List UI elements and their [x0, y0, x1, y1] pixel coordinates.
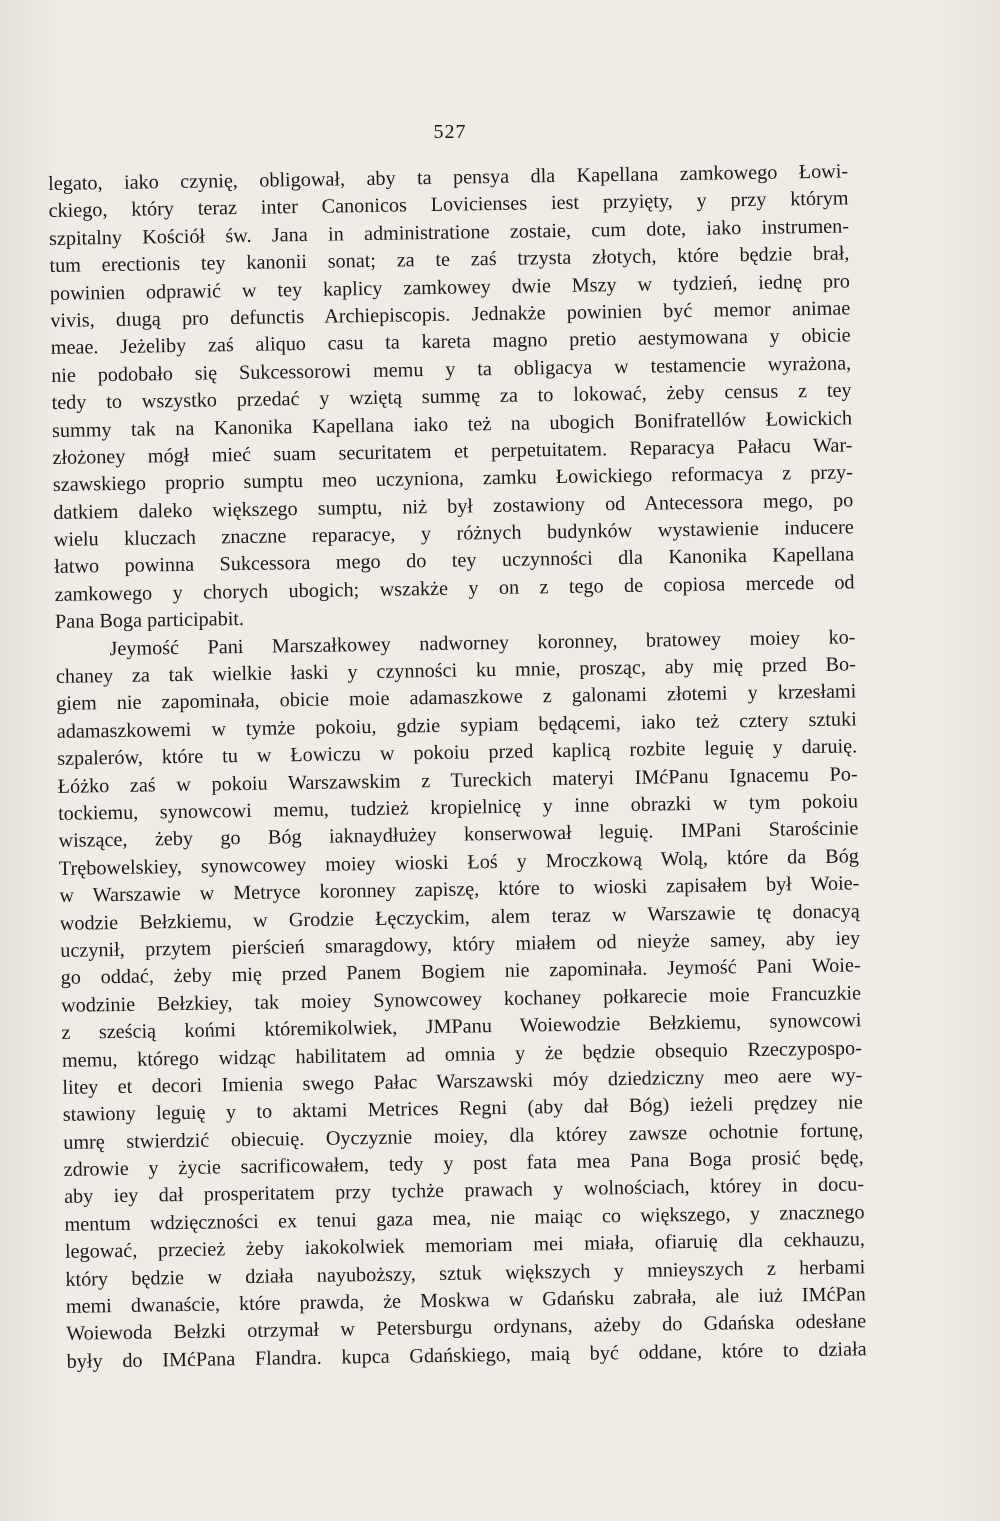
- text-line: Woiewoda Bełzki otrzymał w Petersburgu ordynans, ażeby do Gdańska odesłane: [66, 1310, 867, 1346]
- text-line: szpitalny Kościół św. Jana in administratione zostaie, cum dote, iako instrumen-: [48, 215, 850, 250]
- text-line: chaney za tak wielkie łaski y czynności ku mnie, prosząc, aby mię przed Bo-: [55, 653, 857, 688]
- text-line: legować, przecież żeby iakokolwiek memoriam mei miała, ofiaruię dla cekhauzu,: [64, 1228, 866, 1264]
- text-line: adamaszkowemi w tymże pokoiu, gdzie sypiam będącemi, iako też cztery sztuki: [56, 708, 857, 743]
- text-line: który będzie w działa nayuboższy, sztuk większych y mnieyszych z herbami: [65, 1255, 866, 1291]
- text-line: łatwo powinna Sukcessora mego do tey uczynności dla Kanonika Kapellana: [54, 543, 855, 579]
- text-line: ckiego, który teraz inter Canonicos Lovicienses iest przyięty, y przy którym: [48, 187, 849, 223]
- text-line: Trębowelskiey, synowcowey moiey wioski Łoś y Mroczkową Wolą, które da Bóg: [58, 845, 860, 880]
- text-line: stawiony leguię y to aktami Metrices Regni (aby dał Bóg) ieżeli prędzey nie: [62, 1091, 863, 1127]
- text-line: go oddać, żeby mię przed Panem Bogiem nie zapominała. Jeymość Pani Woie-: [60, 954, 861, 990]
- text-line: mentum wdzięczności ex tenui gaza mea, nie maiąc co większego, y znacznego: [64, 1201, 865, 1236]
- text-line: wielu kluczach znaczne reparacye, y różnych budynków wystawienie inducere: [53, 516, 854, 552]
- text-line: tedy to wszystko przedać y wziętą summę za to lokować, żeby census z tey: [51, 379, 852, 415]
- text-line: szpalerów, które tu w Łowiczu w pokoiu przed kaplicą rozbite leguię y daruię.: [57, 735, 858, 771]
- text-line: tockiemu, synowcowi memu, tudzież kropielnicę y inne obrazki w tym pokoiu: [57, 790, 859, 825]
- text-line: nie podobało się Sukcessorowi memu y ta obligacya w testamencie wyrażona,: [51, 352, 852, 387]
- text-line: Pana Boga participabit.: [54, 608, 245, 634]
- text-line: zamkowego y chorych ubogich; wszakże y on z tego de copiosa mercede od: [54, 571, 855, 606]
- text-line: Łóżko zaś w pokoiu Warszawskim z Tureckich materyi IMćPanu Ignacemu Po-: [57, 762, 858, 798]
- text-line: memu, którego widząc habilitatem ad omnia y że będzie obsequio Rzeczypospo-: [61, 1036, 863, 1072]
- text-line: Jeymość Pani Marszałkowey nadworney koronney, bratowey moiey ko-: [109, 626, 856, 660]
- text-line: powinien odprawić w tey kaplicy zamkowey dwie Mszy w tydzień, iednę pro: [49, 269, 850, 305]
- text-line: uczynił, przytem pierścień smaragdowy, który miałem od nieyże samey, aby iey: [60, 927, 861, 962]
- text-line: wiszące, żeby go Bóg iaknaydłużey konserwował leguię. IMPani Starościnie: [58, 817, 859, 853]
- text-line: litey et decori Imienia swego Pałac Warszawski móy dziedziczny meo aere wy-: [62, 1064, 863, 1099]
- text-line: datkiem daleko większego sumptu, niż był zostawiony od Antecessora mego, po: [53, 489, 854, 524]
- text-line: meae. Jeżeliby zaś aliquo casu ta kareta magno pretio aestymowana y obicie: [50, 324, 851, 360]
- text-line: tum erectionis tey kanonii sonat; za te zaś trzysta złotych, które będzie brał,: [49, 242, 850, 278]
- text-line: były do IMćPana Flandra. kupca Gdańskiego, maią być oddane, które to działa: [66, 1338, 867, 1373]
- text-line: aby iey dał prosperitatem przy tychże prawach y wolnościach, którey in docu-: [63, 1173, 865, 1209]
- text-line: wodzie Bełzkiemu, w Grodzie Łęczyckim, alem teraz w Warszawie tę donacyą: [59, 899, 860, 935]
- text-line: vivis, dıugą pro defunctis Archiepiscopis. Jednakże powinien być memor animae: [50, 297, 851, 332]
- text-line: umrę stwierdzić obiecuię. Oyczyznie moiey, dla którey zawsze ochotnie fortunę,: [63, 1118, 864, 1154]
- text-line: memi dwanaście, które prawda, że Moskwa w Gdańsku zabrała, ale iuż IMćPan: [65, 1283, 866, 1318]
- body-text: [48, 158, 867, 1376]
- text-line: wodzinie Bełzkiey, tak moiey Synowcowey kochaney połkarecie moie Francuzkie: [60, 982, 862, 1017]
- text-line: w Warszawie w Metryce koronney zapiszę, które to wioski zapisałem był Woie-: [59, 872, 860, 908]
- text-line: zdrowie y życie sacrificowałem, tedy y post fata mea Pana Boga prosić będę,: [63, 1146, 864, 1181]
- text-line: giem nie zapominała, obicie moie adamaszkowe z galonami złotemi y krzesłami: [56, 680, 857, 716]
- text-line: legato, iako czynię, obligował, aby ta pensya dla Kapellana zamkowego Łowi-: [48, 160, 849, 195]
- text-line: z sześcią końmi któremikolwiek, JMPanu Woiewodzie Bełzkiemu, synowcowi: [61, 1009, 862, 1045]
- page-number: 527: [433, 121, 467, 143]
- text-line: szawskiego proprio sumptu meo uczyniona, zamku Łowickiego reformacya z przy-: [52, 461, 854, 497]
- text-line: złożoney mógł mieć suam securitatem et perpetuitatem. Reparacya Pałacu War-: [52, 434, 853, 469]
- text-line: summy tak na Kanonika Kapellana iako też na ubogich Bonifratellów Łowickich: [51, 406, 853, 442]
